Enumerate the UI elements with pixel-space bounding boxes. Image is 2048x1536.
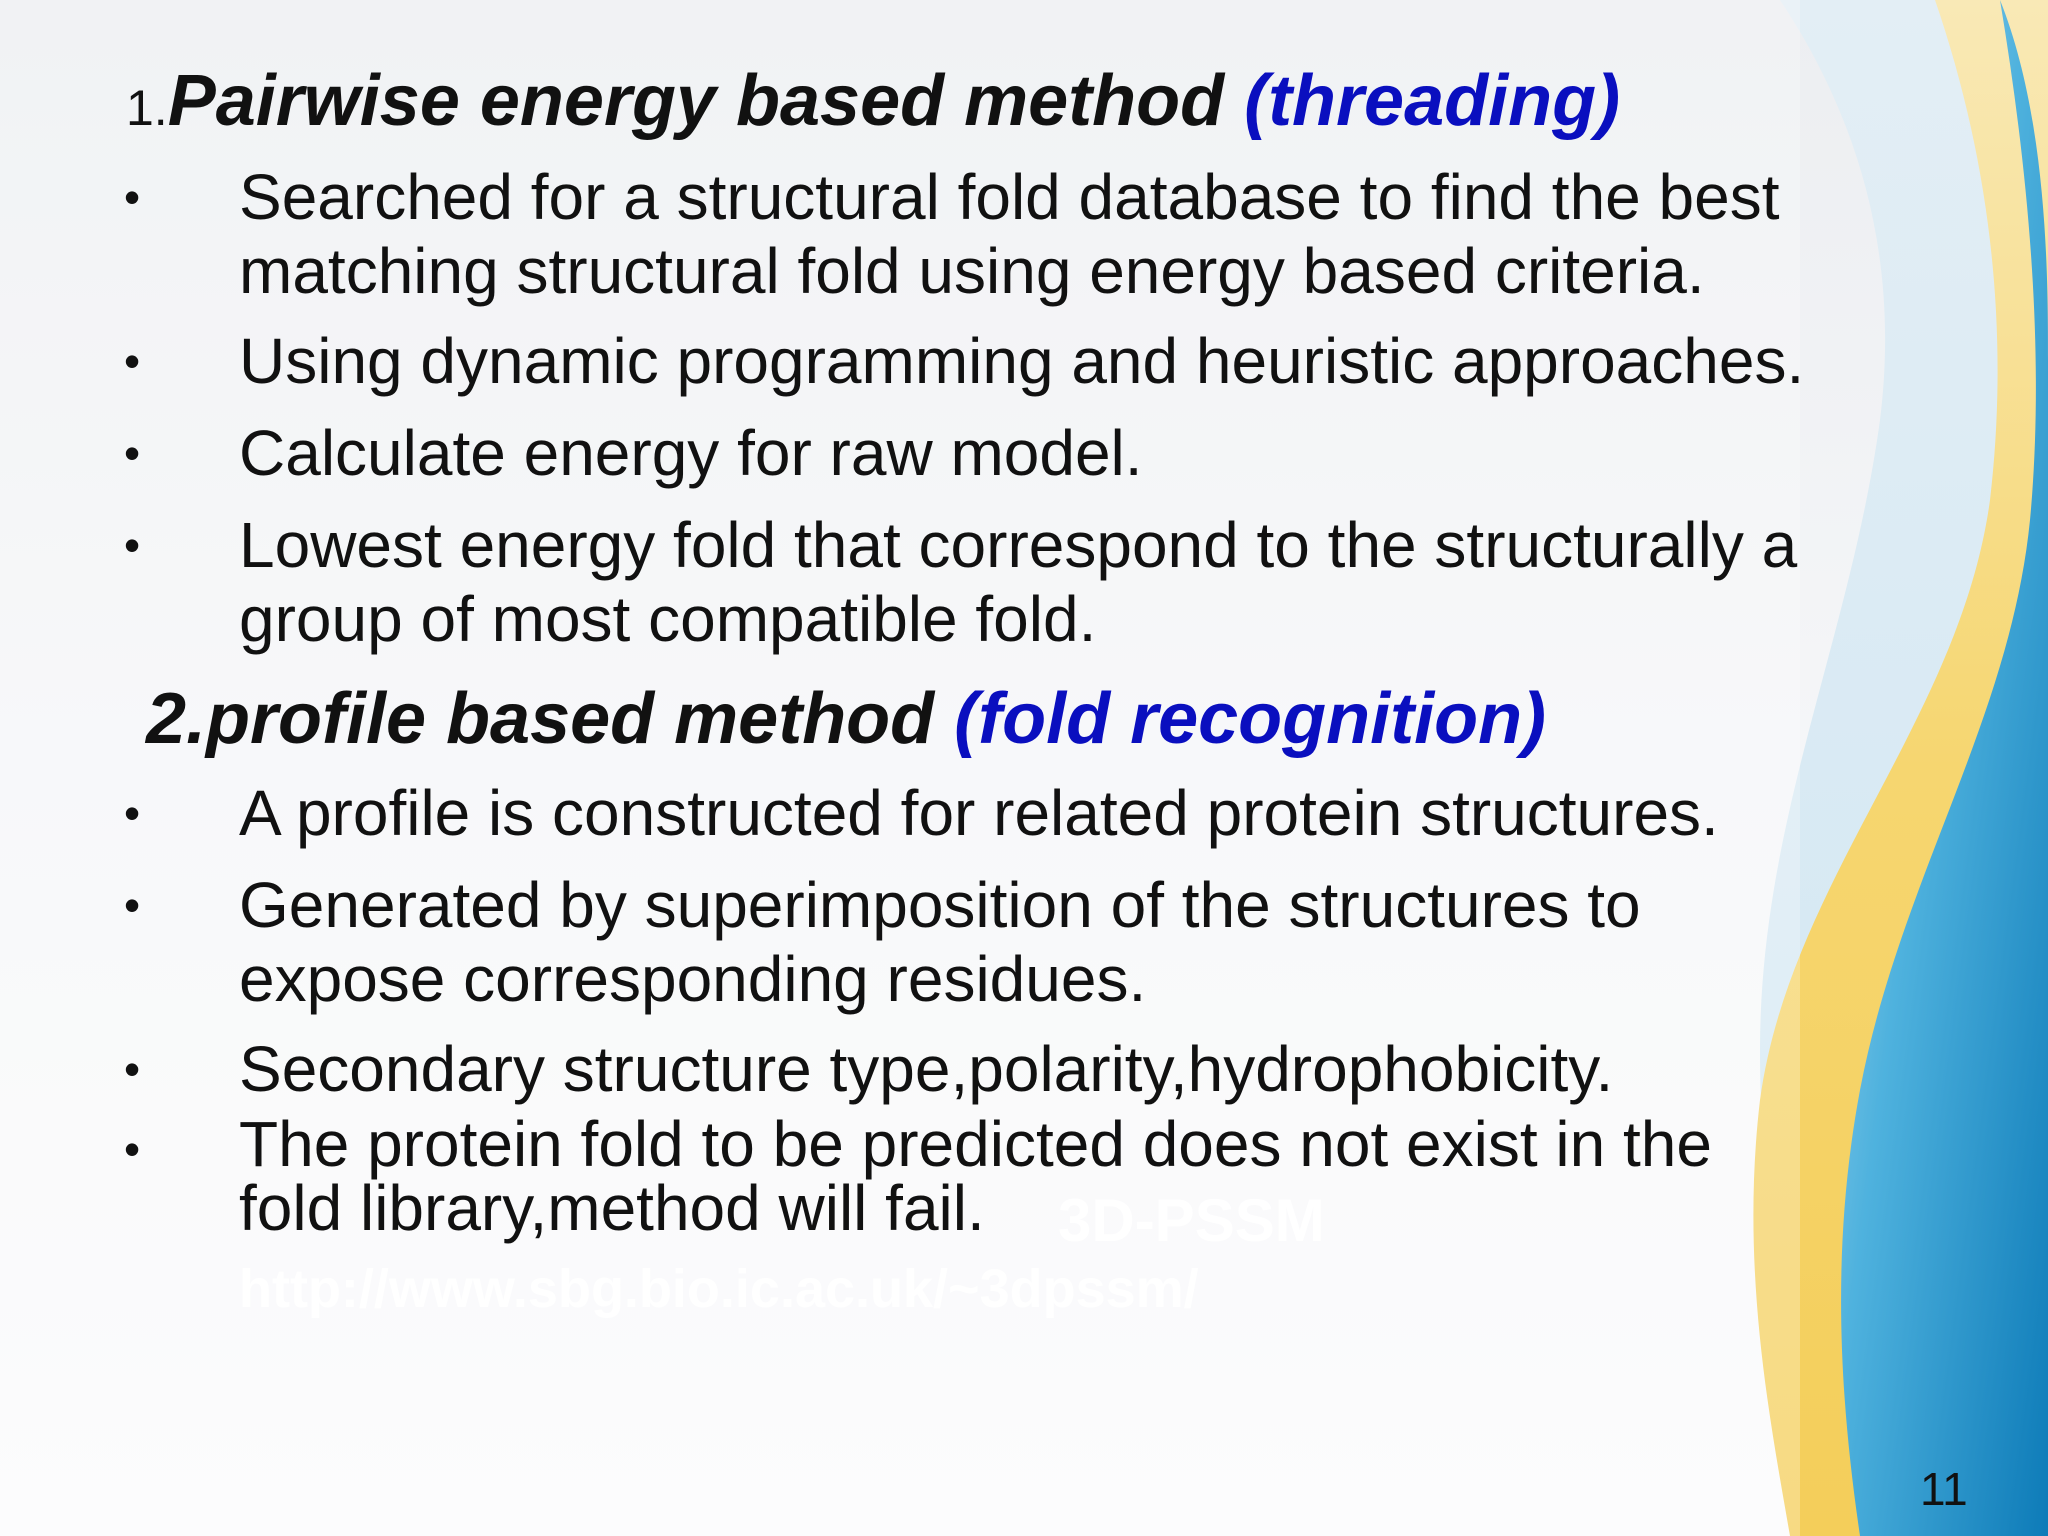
- section-1-heading: [126, 60, 1620, 142]
- bullet-icon: •: [124, 1123, 141, 1175]
- bullet-icon: •: [124, 787, 141, 839]
- bullet-icon: •: [124, 1043, 141, 1095]
- bullet-line: The protein fold to be predicted does not exist in the: [239, 1108, 1712, 1180]
- bullet-text: [239, 868, 1939, 1016]
- bullet-text: [239, 776, 1939, 850]
- hidden-label-3d-pssm: 3D-PSSM: [1058, 1187, 1325, 1254]
- section-1-accent: (threading): [1244, 61, 1621, 141]
- bullet-icon: •: [124, 519, 141, 571]
- bullet-icon: •: [124, 171, 141, 223]
- bullet-line: Searched for a structural fold database to find the best: [239, 161, 1780, 233]
- bullet-line: Generated by superimposition of the structures to: [239, 869, 1641, 941]
- page-number: 11: [1920, 1463, 1968, 1515]
- bullet-icon: •: [124, 879, 141, 931]
- bullet-text: [239, 324, 1939, 398]
- hidden-url-link[interactable]: http://www.sbg.bio.ic.ac.uk/~3dpssm/: [239, 1259, 1199, 1319]
- bullet-line: expose corresponding residues.: [239, 943, 1147, 1015]
- bullet-line: group of most compatible fold.: [239, 583, 1097, 655]
- bullet-text: [239, 416, 1939, 490]
- bullet-line: fold library,method will fail.: [239, 1172, 985, 1244]
- section-1-title: Pairwise energy based method: [167, 61, 1245, 141]
- section-2-accent: (fold recognition): [954, 679, 1547, 759]
- bullet-line: Secondary structure type,polarity,hydrophobicity.: [239, 1033, 1614, 1105]
- bullet-line: Using dynamic programming and heuristic approaches.: [239, 325, 1805, 397]
- section-1-number: 1.: [126, 80, 168, 136]
- bullet-line: A profile is constructed for related protein structures.: [239, 777, 1719, 849]
- bullet-line: Calculate energy for raw model.: [239, 417, 1143, 489]
- bullet-text: [239, 508, 1939, 656]
- bullet-text: [239, 1032, 1939, 1106]
- bullet-icon: •: [124, 335, 141, 387]
- bullet-text: [239, 160, 1939, 308]
- bullet-line: Lowest energy fold that correspond to the structurally a: [239, 509, 1798, 581]
- section-2-heading: [146, 678, 1546, 760]
- bullet-icon: •: [124, 427, 141, 479]
- bullet-line: matching structural fold using energy based criteria.: [239, 235, 1705, 307]
- section-2-title: 2.profile based method: [146, 679, 955, 759]
